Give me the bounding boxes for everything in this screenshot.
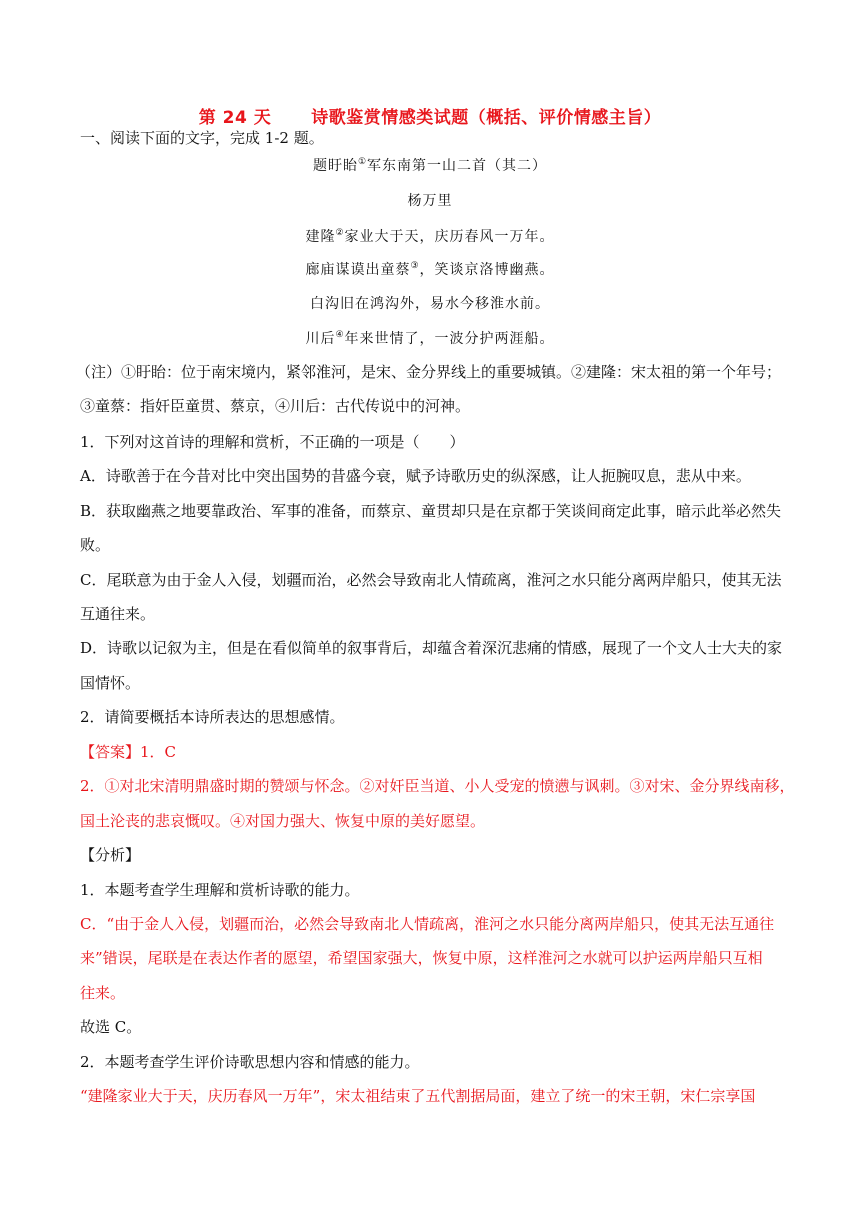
question-2: 2．请简要概括本诗所表达的思想感情。	[80, 708, 345, 726]
answer-2-line-2: 国土沦丧的悲哀慨叹。④对国力强大、恢复中原的美好愿望。	[80, 812, 486, 830]
analysis-c-line-1: C．“由于金人入侵，划疆而治，必然会导致南北人情疏离，淮河之水只能分离两岸船只，使其无法互通往	[80, 915, 775, 933]
poem-line-4: 川后④年来世情了，一波分护两涯船。	[305, 330, 555, 347]
option-c-line-2: 互通往来。	[80, 605, 156, 623]
instruction-text: 一、阅读下面的文字，完成 1-2 题。	[80, 129, 324, 147]
option-d-line-1: D．诗歌以记叙为主，但是在看似简单的叙事背后，却蕴含着深沉悲痛的情感，展现了一个文人士大夫的家	[80, 639, 783, 657]
poem-line-2: 廊庙谋谟出童蔡③，笑谈京洛博幽燕。	[305, 261, 555, 278]
poem-line-3: 白沟旧在鸿沟外，易水今移淮水前。	[310, 296, 550, 312]
option-b-line-2: 败。	[80, 536, 111, 554]
analysis-2: 2．本题考查学生评价诗歌思想内容和情感的能力。	[80, 1053, 420, 1071]
option-c-line-1: C．尾联意为由于金人入侵，划疆而治，必然会导致南北人情疏离，淮河之水只能分离两岸船只，使其无法	[80, 571, 782, 589]
page-title	[0, 103, 860, 128]
option-b-line-1: B．获取幽燕之地要靠政治、军事的准备，而蔡京、童贯却只是在京都于笑谈间商定此事，暗示此举必然失	[80, 502, 782, 520]
answer-2-line-1: 2．①对北宋清明鼎盛时期的赞颂与怀念。②对奸臣当道、小人受宠的愤懑与讽刺。③对宋、金分界线南移，	[80, 777, 795, 795]
answer-1: 1．C	[140, 743, 177, 761]
analysis-1: 1．本题考查学生理解和赏析诗歌的能力。	[80, 881, 360, 899]
option-d-line-2: 国情怀。	[80, 674, 141, 692]
poem-author: 杨万里	[407, 193, 453, 209]
analysis-c-line-2: 来”错误，尾联是在表达作者的愿望，希望国家强大，恢复中原，这样淮河之水就可以护运两岸船只互相	[80, 949, 763, 967]
title-day: 第 24 天	[198, 108, 272, 128]
analysis-c-line-3: 往来。	[80, 984, 126, 1002]
choose-line: 故选 C。	[80, 1018, 142, 1036]
answer-label: 【答案】	[80, 743, 141, 761]
answer-line	[80, 742, 785, 762]
poem-line-1: 建隆②家业大于天，庆历春风一万年。	[305, 228, 555, 245]
poem-title: 题盱眙①军东南第一山二首（其二）	[312, 157, 548, 174]
notes-line-1: （注）①盱眙：位于南宋境内，紧邻淮河，是宋、金分界线上的重要城镇。②建隆：宋太祖的第一个年号；	[76, 363, 782, 381]
title-topic: 诗歌鉴赏情感类试题（概括、评价情感主旨）	[311, 108, 662, 128]
option-a: A．诗歌善于在今昔对比中突出国势的昔盛今衰，赋予诗歌历史的纵深感，让人扼腕叹息，悲从中来。	[80, 467, 751, 485]
notes-line-2: ③童蔡：指奸臣童贯、蔡京，④川后：古代传说中的河神。	[80, 397, 471, 415]
question-1: 1．下列对这首诗的理解和赏析，不正确的一项是（ ）	[80, 433, 465, 451]
analysis-2-detail: “建隆家业大于天，庆历春风一万年”，宋太祖结束了五代割据局面，建立了统一的宋王朝，宋仁宗享国	[80, 1087, 756, 1105]
analysis-label: 【分析】	[80, 846, 141, 864]
